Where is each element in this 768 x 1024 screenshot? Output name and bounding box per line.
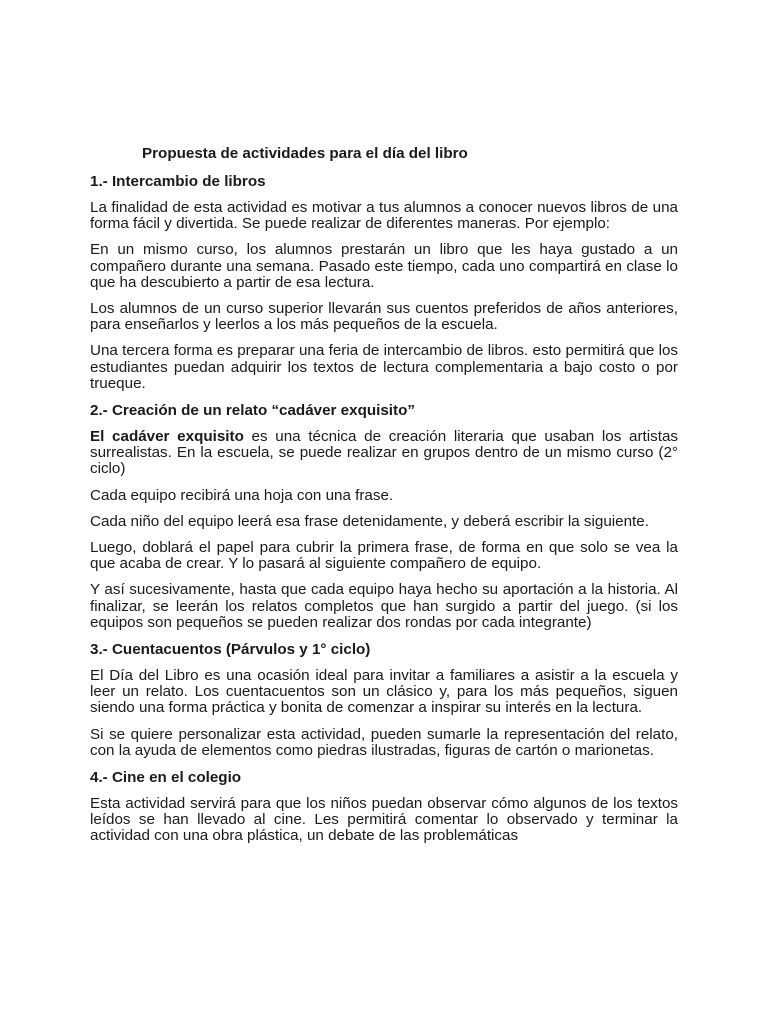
- section-heading-cine: 4.- Cine en el colegio: [90, 769, 242, 787]
- section-heading-cadaver-exquisito: 2.- Creación de un relato “cadáver exquisito”: [90, 402, 415, 420]
- paragraph: Y así sucesivamente, hasta que cada equipo haya hecho su aportación a la historia. Al finalizar, se leerán los relatos completos que han surgido a partir del juego. (si los equipos son pequeños se pueden realizar dos rondas por cada integrante): [90, 581, 678, 631]
- paragraph: La finalidad de esta actividad es motivar a tus alumnos a conocer nuevos libros de una forma fácil y divertida. Se puede realizar de diferentes maneras. Por ejemplo:: [90, 199, 678, 233]
- paragraph-lead: [90, 429, 678, 478]
- paragraph: Si se quiere personalizar esta actividad, pueden sumarle la representación del relato, con la ayuda de elementos como piedras ilustradas, figuras de cartón o marionetas.: [90, 725, 678, 759]
- paragraph: En un mismo curso, los alumnos prestarán un libro que les haya gustado a un compañero durante una semana. Pasado este tiempo, cada uno compartirá en clase lo que ha descubierto a partir de esa lectura.: [90, 241, 678, 291]
- paragraph: Cada niño del equipo leerá esa frase detenidamente, y deberá escribir la siguiente.: [90, 512, 649, 530]
- document-title: Propuesta de actividades para el día del libro: [142, 145, 468, 162]
- paragraph: Cada equipo recibirá una hoja con una frase.: [90, 486, 394, 504]
- bold-term: El cadáver exquisito: [90, 428, 244, 446]
- document-body: [90, 145, 678, 855]
- section-heading-intercambio: 1.- Intercambio de libros: [90, 173, 266, 190]
- paragraph: El Día del Libro es una ocasión ideal para invitar a familiares a asistir a la escuela y leer un relato. Los cuentacuentos son un clásico y, para los más pequeños, siguen siendo una forma práctica y bonita de comenzar a inspirar su interés en la lectura.: [90, 667, 678, 717]
- paragraph: Los alumnos de un curso superior llevarán sus cuentos preferidos de años anteriores, para enseñarlos y leerlos a los más pequeños de la escuela.: [90, 300, 678, 334]
- section-heading-cuentacuentos: 3.- Cuentacuentos (Párvulos y 1° ciclo): [90, 641, 371, 659]
- paragraph: Una tercera forma es preparar una feria de intercambio de libros. esto permitirá que los estudiantes puedan adquirir los textos de lectura complementaria a bajo costo o por trueque.: [90, 342, 678, 392]
- paragraph-lead-text: es una técnica de creación literaria que usaban los artistas surrealistas. En la escuela, se puede realizar en grupos dentro de un mismo curso (2° ciclo): [90, 428, 678, 478]
- paragraph: Luego, doblará el papel para cubrir la primera frase, de forma en que solo se vea la que acaba de crear. Y lo pasará al siguiente compañero de equipo.: [90, 539, 678, 573]
- paragraph: Esta actividad servirá para que los niños puedan observar cómo algunos de los textos leídos se han llevado al cine. Les permitirá comentar lo observado y terminar la actividad con una obra plástica, un debate de las problemáticas: [90, 795, 678, 845]
